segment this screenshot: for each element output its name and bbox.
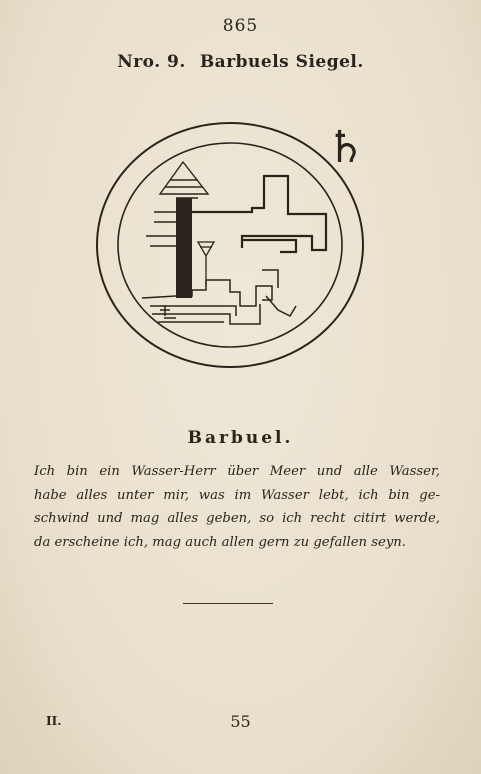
seal-stepped-figure [192,176,326,252]
page-number: 865 [222,16,259,36]
body-line: Ich bin ein Wasser-Herr über Meer und alle Wasser, [34,464,440,479]
body-line: schwind und mag alles geben, so ich recht citirt werde, [34,511,440,526]
seal-left-ticks [146,212,180,246]
seal-triangle-glyph [160,162,208,194]
saturn-symbol-icon: ♄ [326,122,366,173]
page-heading [0,52,481,72]
signature-mark: II. [46,714,62,728]
body-line: habe alles unter mir, was im Wasser lebt, ich bin ge- [34,487,440,503]
heading-number: Nro. 9. [117,52,186,72]
seal-lower-structure [142,270,296,324]
seal-caption: Barbuel. [187,428,294,448]
folio-number: 55 [230,712,251,731]
section-divider [183,603,273,604]
barbuel-seal-icon [90,110,380,380]
body-line: da erscheine ich, mag auch allen gern zu gefallen seyn. [34,534,406,550]
seal-outer-circle [97,122,366,367]
body-paragraph [34,460,440,554]
heading-title: Barbuels Siegel. [199,52,364,72]
